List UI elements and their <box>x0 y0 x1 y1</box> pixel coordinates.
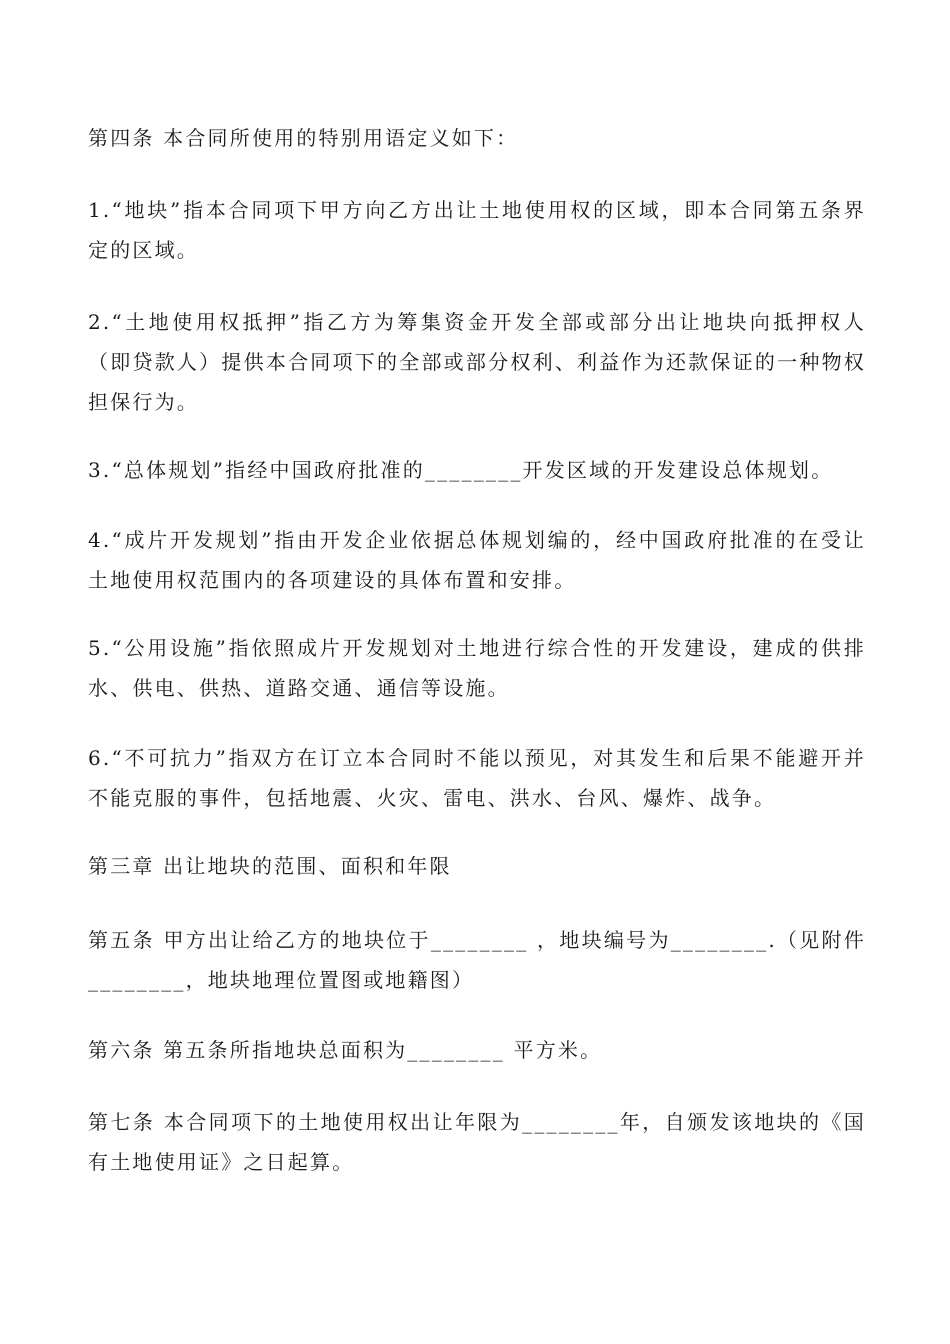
article-7: 第七条 本合同项下的土地使用权出让年限为________年，自颁发该地块的《国有土地使用证》之日起算。 <box>88 1110 866 1174</box>
article-6: 第六条 第五条所指地块总面积为________ 平方米。 <box>88 1038 603 1062</box>
article-5: 第五条 甲方出让给乙方的地块位于________ ，地块编号为________.（见附件________，地块地理位置图或地籍图） <box>88 928 866 992</box>
article-4-heading: 第四条 本合同所使用的特别用语定义如下： <box>88 126 519 150</box>
definition-force-majeure: 6.“不可抗力”指双方在订立本合同时不能以预见，对其发生和后果不能避开并不能克服的事件，包括地震、火灾、雷电、洪水、台风、爆炸、战争。 <box>88 746 866 810</box>
definition-mortgage: 2.“土地使用权抵押”指乙方为筹集资金开发全部或部分出让地块向抵押权人（即贷款人）提供本合同项下的全部或部分权利、利益作为还款保证的一种物权担保行为。 <box>88 310 866 414</box>
definition-public-facilities: 5.“公用设施”指依照成片开发规划对土地进行综合性的开发建设，建成的供排水、供电、供热、道路交通、通信等设施。 <box>88 636 866 700</box>
definition-area-development-plan: 4.“成片开发规划”指由开发企业依据总体规划编的，经中国政府批准的在受让土地使用权范围内的各项建设的具体布置和安排。 <box>88 528 866 592</box>
chapter-3-heading: 第三章 出让地块的范围、面积和年限 <box>88 854 452 878</box>
definition-plot: 1.“地块”指本合同项下甲方向乙方出让土地使用权的区域，即本合同第五条界定的区域。 <box>88 198 866 262</box>
definition-master-plan: 3.“总体规划”指经中国政府批准的________开发区域的开发建设总体规划。 <box>88 458 834 482</box>
